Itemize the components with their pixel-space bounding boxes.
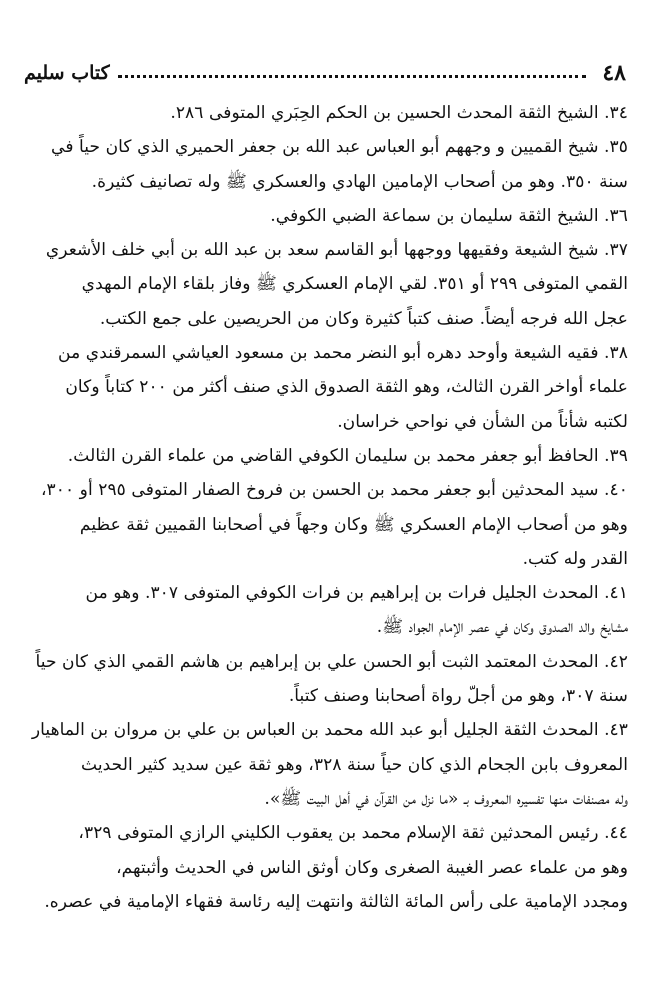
list-item (30, 576, 628, 645)
list-item (30, 473, 628, 576)
entry-line: ٣٥. شيخ القميين و وجههم أبو العباس عبد الله بن جعفر الحميري الذي كان حياً في (51, 137, 628, 158)
entry-line: سنة ٣٥٠. وهو من أصحاب الإمامين الهادي والعسكري ﷺ وله تصانيف كثيرة. (91, 171, 628, 192)
list-item (30, 713, 628, 816)
entry-line: القمي المتوفى ٢٩٩ أو ٣٥١. لقي الإمام العسكري ﷺ وفاز بلقاء الإمام المهدي (81, 274, 628, 295)
entry-line: ٣٩. الحافظ أبو جعفر محمد بن سليمان الكوفي القاضي من علماء القرن الثالث. (67, 445, 628, 466)
list-item (30, 816, 628, 919)
narrator-list (30, 96, 628, 919)
entry-line: ٤٤. رئيس المحدثين ثقة الإسلام محمد بن يعقوب الكليني الرازي المتوفى ٣٢٩، (78, 823, 628, 844)
entry-line: عجل الله فرجه أيضاً. صنف كتباً كثيرة وكان من الحريصين على جمع الكتب. (99, 308, 628, 329)
entry-line: لكتبه شأناً من الشأن في نواحي خراسان. (337, 411, 628, 432)
entry-line: وهو من أصحاب الإمام العسكري ﷺ وكان وجهاً في أصحابنا القميين ثقة عظيم (79, 514, 628, 535)
entry-line: ٣٨. فقيه الشيعة وأوحد دهره أبو النضر محمد بن مسعود العياشي السمرقندي من (58, 343, 628, 364)
entry-line: ٣٤. الشيخ الثقة المحدث الحسين بن الحكم الحِبَري المتوفى ٢٨٦. (170, 103, 628, 123)
entry-line: مشايخ والد الصدوق وكان في عصر الإمام الجواد ﷺ. (376, 617, 628, 638)
entry-line: المعروف بابن الجحام الذي كان حياً سنة ٣٢٨، وهو ثقة عين سديد كثير الحديث (81, 754, 628, 775)
list-item (30, 336, 628, 439)
header-dotted-leader (118, 75, 587, 78)
list-item (30, 96, 628, 130)
entry-line: وله مصنفات منها تفسيره المعروف بـ «ما نزل من القرآن في أهل البيت ﷺ». (264, 788, 628, 809)
list-item (30, 645, 628, 714)
entry-line: ٤٣. المحدث الثقة الجليل أبو عبد الله محمد بن العباس بن علي بن مروان بن الماهيار (31, 720, 628, 741)
page-header (24, 56, 626, 90)
book-title: كتاب سليم (24, 62, 110, 84)
entry-line: ٣٧. شيخ الشيعة وفقيهها ووجهها أبو القاسم سعد بن عبد الله بن أبي خلف الأشعري (45, 240, 628, 261)
list-item (30, 199, 628, 233)
entry-line: علماء أواخر القرن الثالث، وهو الثقة الصدوق الذي صنف أكثر من ٢٠٠ كتاباً وكان (65, 377, 628, 398)
entry-line: ٤١. المحدث الجليل فرات بن إبراهيم بن فرات الكوفي المتوفى ٣٠٧. وهو من (85, 583, 628, 604)
list-item (30, 130, 628, 199)
entry-line: ٣٦. الشيخ الثقة سليمان بن سماعة الضبي الكوفي. (270, 205, 628, 226)
entry-line: سنة ٣٠٧، وهو من أجلّ رواة أصحابنا وصنف كتباً. (288, 686, 628, 707)
page-number: ٤٨ (602, 60, 626, 86)
entry-line: ٤٠. سيد المحدثين أبو جعفر محمد بن الحسن بن فروخ الصفار المتوفى ٢٩٥ أو ٣٠٠، (40, 480, 628, 501)
list-item (30, 439, 628, 473)
entry-line: ٤٢. المحدث المعتمد الثبت أبو الحسن علي بن إبراهيم بن هاشم القمي الذي كان حياً (35, 651, 628, 672)
entry-line: ومجدد الإمامية على رأس المائة الثالثة وانتهت إليه رئاسة فقهاء الإمامية في عصره. (44, 891, 628, 912)
entry-line: القدر وله كتب. (522, 548, 628, 569)
entry-line: وهو من علماء عصر الغيبة الصغرى وكان أوثق الناس في الحديث وأثبتهم، (116, 857, 628, 878)
list-item (30, 233, 628, 336)
